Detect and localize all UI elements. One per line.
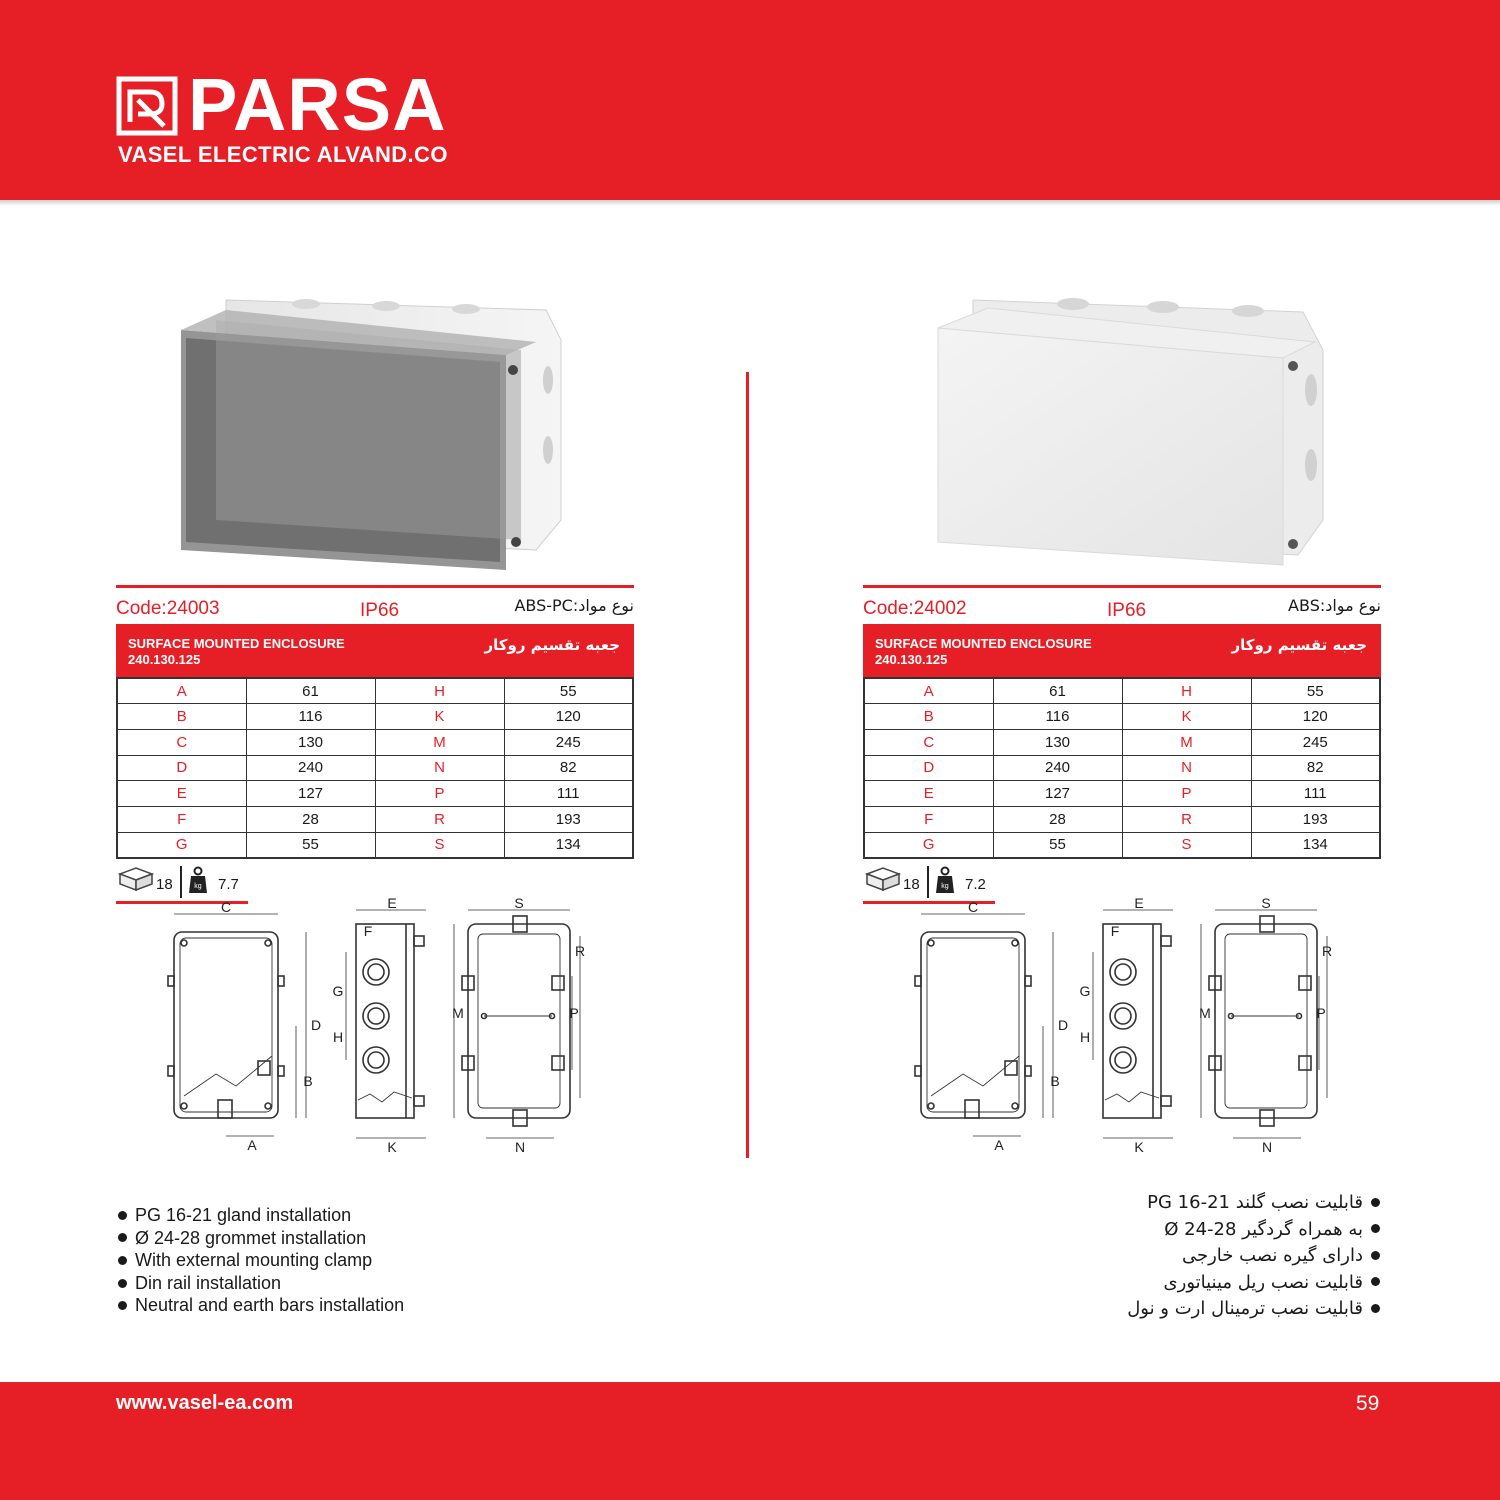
brand-logo [116, 63, 476, 172]
product-title-en-line1: SURFACE MOUNTED ENCLOSURE [128, 636, 345, 651]
dimension-value: 28 [246, 806, 375, 832]
dimension-label: H [1122, 678, 1251, 704]
dim-label-f: F [1110, 923, 1120, 939]
dimension-label: N [1122, 755, 1251, 781]
dimension-value: 28 [993, 806, 1122, 832]
dimension-value: 120 [504, 704, 633, 730]
dimension-value: 116 [246, 704, 375, 730]
dimension-value: 127 [993, 781, 1122, 807]
dimension-label: P [375, 781, 504, 807]
dim-label-s: S [514, 895, 524, 911]
dim-label-d: D [310, 1017, 322, 1033]
dimension-value: 134 [504, 832, 633, 858]
dim-label-h: H [1079, 1029, 1091, 1045]
dimension-label: M [1122, 729, 1251, 755]
dimension-value: 120 [1251, 704, 1380, 730]
dimension-label: N [375, 755, 504, 781]
product-title-fa: جعبه تقسیم روکار [1231, 636, 1367, 654]
feature-item: قابلیت نصب ریل مینیاتوری [1127, 1270, 1382, 1297]
dimension-label: P [1122, 781, 1251, 807]
table-row [117, 704, 633, 730]
table-row [117, 832, 633, 858]
material-type: نوع مواد:ABS-PC [514, 596, 634, 615]
dim-label-s: S [1261, 895, 1271, 911]
dim-label-r: R [1321, 943, 1333, 959]
feature-item: قابلیت نصب ترمینال ارت و نول [1127, 1296, 1382, 1323]
table-row [117, 781, 633, 807]
product-title-en [128, 636, 345, 668]
dimension-value: 61 [246, 678, 375, 704]
feature-item: دارای گیره نصب خارجی [1127, 1243, 1382, 1270]
dimension-label: A [117, 678, 246, 704]
dimension-label: B [864, 704, 993, 730]
box-icon [865, 866, 901, 892]
dimension-value: 240 [246, 755, 375, 781]
dim-label-c: C [220, 899, 232, 915]
dim-label-b: B [1050, 1073, 1060, 1089]
pack-separator [180, 866, 182, 898]
table-row [864, 781, 1380, 807]
brand-name: PARSA [188, 63, 447, 146]
table-row [864, 806, 1380, 832]
feature-item: Neutral and earth bars installation [116, 1294, 404, 1317]
dim-label-c: C [967, 899, 979, 915]
dimension-label: R [375, 806, 504, 832]
technical-drawing [903, 895, 1383, 1155]
ip-rating: IP66 [1107, 600, 1147, 621]
pack-quantity: 18 [156, 876, 173, 893]
product-title-bar [863, 624, 1381, 677]
bullet-icon [1371, 1251, 1380, 1260]
product-weight: 7.2 [965, 876, 986, 893]
packing-info [116, 862, 248, 904]
dim-label-k: K [1134, 1139, 1144, 1155]
dimensions-body [864, 678, 1380, 858]
bullet-icon [118, 1256, 127, 1265]
dimension-value: 55 [1251, 678, 1380, 704]
dimension-label: E [864, 781, 993, 807]
dimension-label: F [117, 806, 246, 832]
feature-item: قابلیت نصب گلند PG 16-21 [1127, 1190, 1382, 1217]
dimension-value: 111 [1251, 781, 1380, 807]
code-row [116, 585, 634, 621]
dimension-label: S [375, 832, 504, 858]
product-title-en-line2: 240.130.125 [128, 652, 201, 667]
dimension-value: 82 [504, 755, 633, 781]
dimension-label: K [1122, 704, 1251, 730]
dimension-label: D [864, 755, 993, 781]
feature-item: Din rail installation [116, 1272, 404, 1295]
dimension-value: 245 [504, 729, 633, 755]
dimension-label: C [864, 729, 993, 755]
dimension-label: S [1122, 832, 1251, 858]
dim-label-e: E [387, 895, 397, 911]
table-row [864, 832, 1380, 858]
bullet-icon [118, 1301, 127, 1310]
dimension-value: 82 [1251, 755, 1380, 781]
dimension-label: M [375, 729, 504, 755]
dimension-value: 245 [1251, 729, 1380, 755]
product-title-fa: جعبه تقسیم روکار [484, 636, 620, 654]
dimension-label: A [864, 678, 993, 704]
brand-logo-icon [116, 76, 178, 136]
feature-item: به همراه گردگیر Ø 24-28 [1127, 1217, 1382, 1244]
dim-label-r: R [574, 943, 586, 959]
pack-separator [927, 866, 929, 898]
feature-item: PG 16-21 gland installation [116, 1204, 404, 1227]
product-title-en-line1: SURFACE MOUNTED ENCLOSURE [875, 636, 1092, 651]
svg-text:kg: kg [941, 883, 949, 890]
table-row [864, 678, 1380, 704]
dimension-label: G [117, 832, 246, 858]
technical-drawing [156, 895, 636, 1155]
product-photo-transparent-lid [156, 280, 596, 580]
table-row [117, 678, 633, 704]
dim-label-n: N [514, 1139, 526, 1155]
bullet-icon [1371, 1304, 1380, 1313]
box-icon [118, 866, 154, 892]
bullet-icon [118, 1279, 127, 1288]
dimension-label: R [1122, 806, 1251, 832]
dimension-label: H [375, 678, 504, 704]
dimensions-table [863, 677, 1381, 859]
product-code: Code:24002 [863, 598, 967, 619]
table-row [864, 729, 1380, 755]
dim-label-a: A [247, 1137, 257, 1153]
dimensions-table [116, 677, 634, 859]
dim-label-n: N [1261, 1139, 1273, 1155]
bullet-icon [1371, 1277, 1380, 1286]
dimension-value: 55 [993, 832, 1122, 858]
dimension-value: 134 [1251, 832, 1380, 858]
dimension-label: E [117, 781, 246, 807]
bullet-icon [118, 1211, 127, 1220]
features-list-en [116, 1204, 404, 1317]
dim-label-p: P [569, 1005, 579, 1021]
bullet-icon [1371, 1198, 1380, 1207]
dimension-label: C [117, 729, 246, 755]
bullet-icon [1371, 1224, 1380, 1233]
dimension-value: 55 [246, 832, 375, 858]
dimension-label: D [117, 755, 246, 781]
dimension-value: 193 [504, 806, 633, 832]
dimension-label: B [117, 704, 246, 730]
table-row [117, 806, 633, 832]
center-divider [746, 372, 749, 1158]
brand-subtitle: VASEL ELECTRIC ALVAND.CO [118, 142, 448, 167]
table-row [864, 755, 1380, 781]
material-type: نوع مواد:ABS [1288, 596, 1381, 615]
dim-label-k: K [387, 1139, 397, 1155]
product-title-en [875, 636, 1092, 668]
packing-info [863, 862, 995, 904]
feature-item: Ø 24-28 grommet installation [116, 1227, 404, 1250]
features-list-fa [1127, 1190, 1382, 1323]
dim-label-f: F [363, 923, 373, 939]
svg-text:kg: kg [194, 883, 202, 890]
dim-label-g: G [332, 983, 344, 999]
code-row [863, 585, 1381, 621]
dimension-value: 55 [504, 678, 633, 704]
dim-label-b: B [303, 1073, 313, 1089]
dimension-value: 130 [246, 729, 375, 755]
feature-item: With external mounting clamp [116, 1249, 404, 1272]
ip-rating: IP66 [360, 600, 400, 621]
dimensions-body [117, 678, 633, 858]
dim-label-m: M [452, 1005, 464, 1021]
table-row [864, 704, 1380, 730]
dimension-value: 116 [993, 704, 1122, 730]
dimension-value: 111 [504, 781, 633, 807]
dimension-value: 240 [993, 755, 1122, 781]
dimension-label: K [375, 704, 504, 730]
dimension-value: 127 [246, 781, 375, 807]
dim-label-d: D [1057, 1017, 1069, 1033]
product-title-bar [116, 624, 634, 677]
table-row [117, 755, 633, 781]
website-link[interactable]: www.vasel-ea.com [116, 1392, 294, 1414]
dim-label-g: G [1079, 983, 1091, 999]
kg-weight-icon [935, 866, 955, 894]
product-weight: 7.7 [218, 876, 239, 893]
page-number: 59 [1356, 1392, 1380, 1415]
dim-label-e: E [1134, 895, 1144, 911]
table-row [117, 729, 633, 755]
product-code: Code:24003 [116, 598, 220, 619]
header-shadow [0, 200, 1500, 206]
product-title-en-line2: 240.130.125 [875, 652, 948, 667]
dimension-value: 61 [993, 678, 1122, 704]
kg-weight-icon [188, 866, 208, 894]
dim-label-a: A [994, 1137, 1004, 1153]
pack-quantity: 18 [903, 876, 920, 893]
dim-label-m: M [1199, 1005, 1211, 1021]
bullet-icon [118, 1233, 127, 1242]
product-photo-opaque-lid [903, 280, 1343, 580]
dimension-label: F [864, 806, 993, 832]
dimension-value: 130 [993, 729, 1122, 755]
dimension-label: G [864, 832, 993, 858]
dimension-value: 193 [1251, 806, 1380, 832]
dim-label-p: P [1316, 1005, 1326, 1021]
dim-label-h: H [332, 1029, 344, 1045]
